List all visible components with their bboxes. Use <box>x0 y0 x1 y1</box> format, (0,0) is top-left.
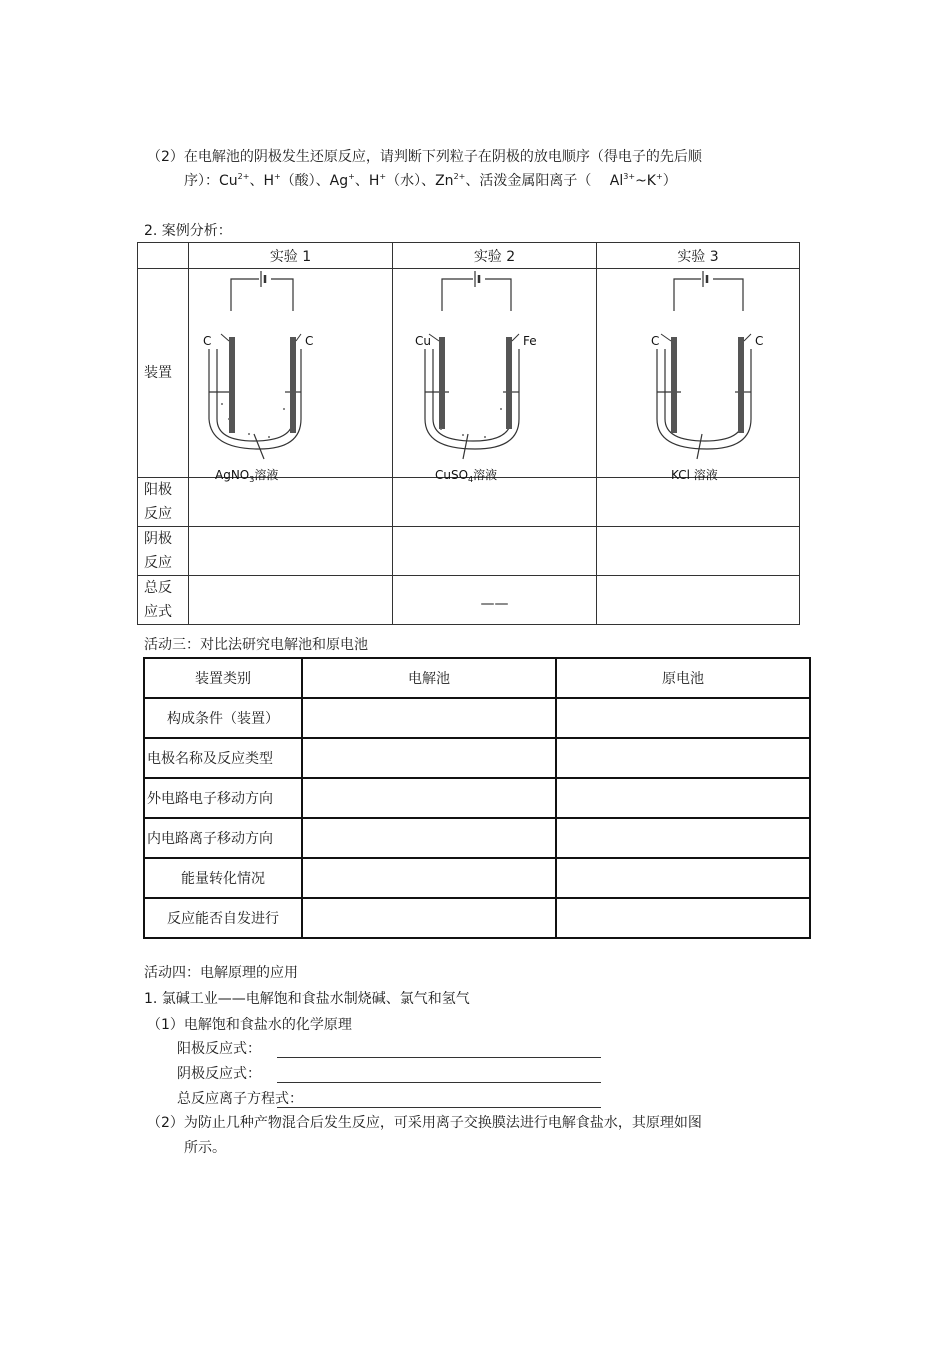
row-label-anode: 阳极 反应 <box>138 478 189 527</box>
svg-text:CuSO4溶液: CuSO$_4$溶液 <box>435 468 498 484</box>
row-external-circuit: 外电路电子移动方向 <box>144 778 302 818</box>
apparatus-exp2 <box>393 269 597 484</box>
header-galvanic-cell: 原电池 <box>556 658 810 698</box>
row-spontaneity: 反应能否自发进行 <box>144 898 302 938</box>
total-exp3[interactable] <box>597 576 800 625</box>
activity4-title: 活动四：电解原理的应用 <box>144 965 298 981</box>
apparatus-exp3 <box>597 269 800 482</box>
cathode-exp3[interactable] <box>597 527 800 576</box>
row-energy-conversion: 能量转化情况 <box>144 858 302 898</box>
electrolysis-cell-diagram-2 <box>393 269 597 484</box>
comparison-table <box>143 657 811 939</box>
cathode-exp1[interactable] <box>189 527 393 576</box>
row-label-total: 总反 应式 <box>138 576 189 625</box>
electrode-right-label: C <box>305 334 314 348</box>
header-exp3: 实验 3 <box>597 243 800 269</box>
cathode-exp2[interactable] <box>393 527 597 576</box>
cathode-answer-blank[interactable] <box>277 1068 601 1083</box>
anode-answer-blank[interactable] <box>277 1043 601 1058</box>
chlor-alkali-item: 1. 氯碱工业——电解饱和食盐水制烧碱、氯气和氢气 <box>144 991 470 1007</box>
row-label-cathode: 阴极 反应 <box>138 527 189 576</box>
case-analysis-title: 2. 案例分析： <box>144 223 232 239</box>
solution-label: AgNO$_3$溶液 <box>215 468 279 484</box>
total-exp1[interactable] <box>189 576 393 625</box>
total-ionic-equation-line: 总反应离子方程式： <box>177 1088 617 1108</box>
total-answer-blank[interactable] <box>277 1093 601 1108</box>
sub-question-2-line2: 所示。 <box>184 1140 226 1156</box>
electrolysis-cell-diagram-3 <box>597 269 800 482</box>
total-exp2: —— <box>393 576 597 625</box>
svg-text:Fe: Fe <box>523 334 537 348</box>
experiment-table <box>137 242 800 625</box>
svg-text:Cu: Cu <box>415 334 431 348</box>
svg-text:KCl 溶液: KCl 溶液 <box>671 468 718 482</box>
row-composition: 构成条件（装置） <box>144 698 302 738</box>
question-2-line1: （2）在电解池的阴极发生还原反应，请判断下列粒子在阴极的放电顺序（得电子的先后顺 <box>147 149 702 165</box>
cathode-equation-line: 阴极反应式： <box>177 1063 617 1083</box>
anode-exp1[interactable] <box>189 478 393 527</box>
electrolysis-cell-diagram-1 <box>189 269 393 484</box>
electrode-left-label: C <box>203 334 212 348</box>
header-device-type: 装置类别 <box>144 658 302 698</box>
row-electrode-names: 电极名称及反应类型 <box>144 738 302 778</box>
header-electrolytic-cell: 电解池 <box>302 658 556 698</box>
svg-text:C: C <box>651 334 660 348</box>
sub-question-2-line1: （2）为防止几种产物混合后发生反应，可采用离子交换膜法进行电解食盐水，其原理如图 <box>147 1115 702 1131</box>
header-exp1: 实验 1 <box>189 243 393 269</box>
apparatus-exp1 <box>189 269 393 484</box>
header-exp2: 实验 2 <box>393 243 597 269</box>
row-label-apparatus: 装置 <box>138 269 189 478</box>
sub-question-1: （1）电解饱和食盐水的化学原理 <box>147 1017 352 1033</box>
anode-exp3[interactable] <box>597 478 800 527</box>
anode-equation-line: 阳极反应式： <box>177 1038 617 1058</box>
question-2-line2: 序）：$Cu^{2+}$、H+（酸）、Ag+、H+（水）、$Zn^{2+}$、活泼金属阳离子（ $Al^{3+}\sim K^+$） <box>184 172 677 189</box>
svg-text:C: C <box>755 334 764 348</box>
row-internal-circuit: 内电路离子移动方向 <box>144 818 302 858</box>
anode-exp2[interactable] <box>393 478 597 527</box>
activity3-title: 活动三：对比法研究电解池和原电池 <box>144 637 368 653</box>
